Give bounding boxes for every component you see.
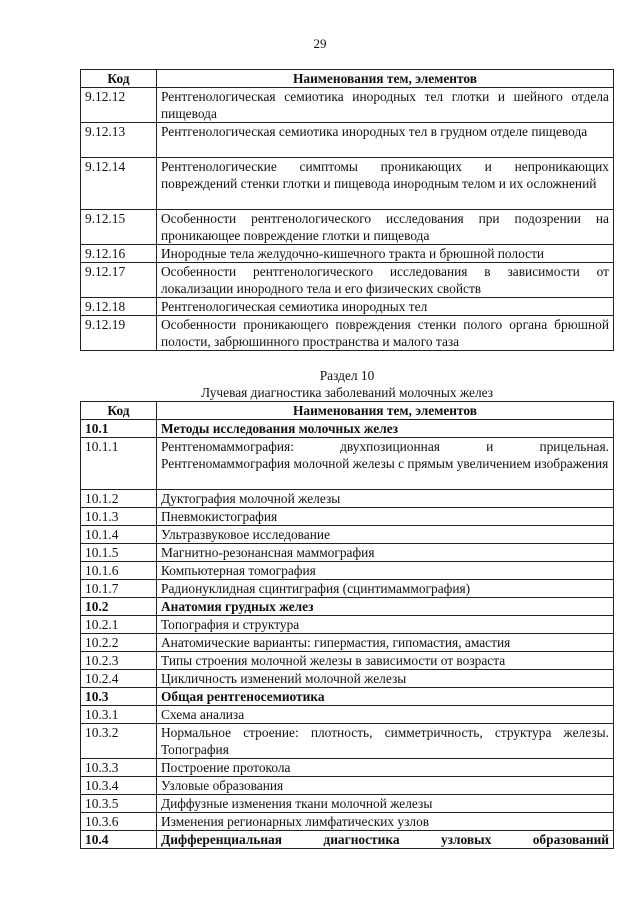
table-row — [81, 580, 614, 598]
section-title: Лучевая диагностика заболеваний молочных желез — [200, 385, 494, 400]
row-name: Диффузные изменения ткани молочной железы — [157, 795, 614, 813]
row-name: Особенности проникающего повреждения стенки полого органа брюшной полости, забрюшинного пространства и малого таза — [157, 316, 614, 351]
row-name: Радионуклидная сцинтиграфия (сцинтимаммография) — [157, 580, 614, 598]
row-code: 10.3.2 — [81, 724, 157, 759]
row-name: Рентгенологическая семиотика инородных тел — [157, 298, 614, 316]
row-name: Инородные тела желудочно-кишечного тракта и брюшной полости — [157, 245, 614, 263]
table-row — [81, 508, 614, 526]
row-code: 10.1.7 — [81, 580, 157, 598]
table-row — [81, 123, 614, 158]
header-code: Код — [81, 70, 157, 88]
row-name: Узловые образования — [157, 777, 614, 795]
row-name: Методы исследования молочных желез — [157, 420, 614, 438]
row-name: Особенности рентгенологического исследования при подозрении на проникающее повреждение глотки и пищевода — [157, 210, 614, 245]
row-name: Рентгенологическая семиотика инородных тел в грудном отделе пищевода — [157, 123, 614, 158]
row-name: Анатомия грудных желез — [157, 598, 614, 616]
table-row — [81, 316, 614, 351]
table-row — [81, 759, 614, 777]
section-number: Раздел 10 — [319, 368, 375, 383]
row-name: Построение протокола — [157, 759, 614, 777]
row-code: 10.1.2 — [81, 490, 157, 508]
row-name: Особенности рентгенологического исследования в зависимости от локализации инородного тела и его физических свойств — [157, 263, 614, 298]
row-code: 9.12.12 — [81, 88, 157, 123]
row-name: Цикличность изменений молочной железы — [157, 670, 614, 688]
row-code: 10.2.2 — [81, 634, 157, 652]
row-code: 10.2 — [81, 598, 157, 616]
table-row — [81, 158, 614, 210]
row-name: Рентгенологическая семиотика инородных тел глотки и шейного отдела пищевода — [157, 88, 614, 123]
topics-table-section-10 — [80, 401, 614, 849]
row-name: Дифференциальная диагностика узловых образований — [157, 831, 614, 849]
table-row — [81, 795, 614, 813]
row-name: Ультразвуковое исследование — [157, 526, 614, 544]
row-code: 10.3.3 — [81, 759, 157, 777]
row-code: 10.3.1 — [81, 706, 157, 724]
row-code: 10.2.4 — [81, 670, 157, 688]
table-row — [81, 670, 614, 688]
table-row — [81, 724, 614, 759]
row-name: Анатомические варианты: гипермастия, гипомастия, амастия — [157, 634, 614, 652]
table-header-row — [81, 402, 614, 420]
table-row — [81, 813, 614, 831]
row-code: 10.4 — [81, 831, 157, 849]
table-row — [81, 562, 614, 580]
row-code: 10.3.6 — [81, 813, 157, 831]
row-name: Изменения регионарных лимфатических узлов — [157, 813, 614, 831]
row-code: 9.12.14 — [81, 158, 157, 210]
header-name: Наименования тем, элементов — [157, 70, 614, 88]
page-number: 29 — [313, 36, 327, 51]
row-code: 9.12.15 — [81, 210, 157, 245]
header-name: Наименования тем, элементов — [157, 402, 614, 420]
row-name: Рентгеномаммография: двухпозиционная и прицельная. Рентгеномаммография молочной железы с прямым увеличением изображения — [157, 438, 614, 490]
row-name: Рентгенологические симптомы проникающих и непроникающих повреждений стенки глотки и пищевода инородным телом и их осложнений — [157, 158, 614, 210]
table-row — [81, 616, 614, 634]
table-row — [81, 298, 614, 316]
row-code: 9.12.19 — [81, 316, 157, 351]
table-row — [81, 526, 614, 544]
table-row — [81, 688, 614, 706]
table-row — [81, 652, 614, 670]
row-code: 9.12.17 — [81, 263, 157, 298]
table-header-row — [81, 70, 614, 88]
table-row — [81, 88, 614, 123]
row-code: 10.1.6 — [81, 562, 157, 580]
table-row — [81, 706, 614, 724]
table-row — [81, 420, 614, 438]
header-code: Код — [81, 402, 157, 420]
row-name: Магнитно-резонансная маммография — [157, 544, 614, 562]
table-row — [81, 210, 614, 245]
table-row — [81, 634, 614, 652]
row-code: 10.2.3 — [81, 652, 157, 670]
table-row — [81, 777, 614, 795]
row-code: 10.2.1 — [81, 616, 157, 634]
table-row — [81, 438, 614, 490]
table-row — [81, 598, 614, 616]
table-row — [81, 544, 614, 562]
row-code: 10.1.1 — [81, 438, 157, 490]
row-name: Нормальное строение: плотность, симметричность, структура железы. Топография — [157, 724, 614, 759]
row-code: 10.1 — [81, 420, 157, 438]
row-name: Пневмокистография — [157, 508, 614, 526]
row-code: 9.12.16 — [81, 245, 157, 263]
row-code: 10.1.4 — [81, 526, 157, 544]
table-row — [81, 263, 614, 298]
topics-table-section-9 — [80, 69, 614, 351]
row-name: Схема анализа — [157, 706, 614, 724]
table-row — [81, 245, 614, 263]
row-code: 10.3.5 — [81, 795, 157, 813]
row-code: 10.1.5 — [81, 544, 157, 562]
row-code: 10.1.3 — [81, 508, 157, 526]
row-code: 10.3.4 — [81, 777, 157, 795]
row-code: 9.12.18 — [81, 298, 157, 316]
row-name: Общая рентгеносемиотика — [157, 688, 614, 706]
row-code: 10.3 — [81, 688, 157, 706]
row-code: 9.12.13 — [81, 123, 157, 158]
table-row — [81, 831, 614, 849]
row-name: Дуктография молочной железы — [157, 490, 614, 508]
table-row — [81, 490, 614, 508]
row-name: Топография и структура — [157, 616, 614, 634]
row-name: Типы строения молочной железы в зависимости от возраста — [157, 652, 614, 670]
row-name: Компьютерная томография — [157, 562, 614, 580]
